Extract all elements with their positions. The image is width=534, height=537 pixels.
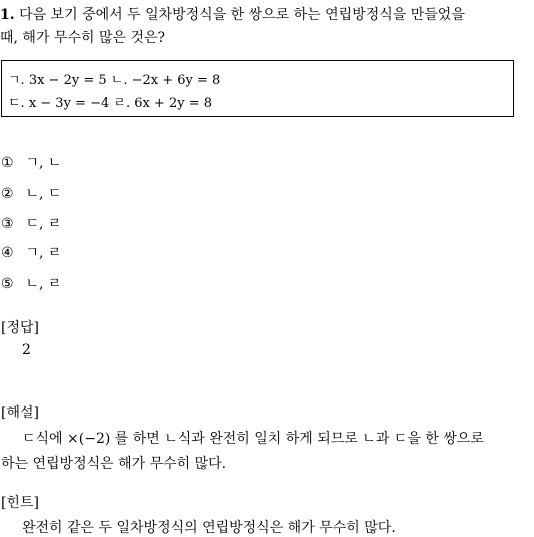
choice-mark: ③ <box>1 216 14 232</box>
choice-mark: ② <box>1 186 14 202</box>
question-text-1: 다음 보기 중에서 두 일차방정식을 한 쌍으로 하는 연립방정식을 만들었을 <box>19 7 465 23</box>
hint-line-1: 완전히 같은 두 일차방정식의 연립방정식은 해가 무수히 많다. <box>22 520 396 536</box>
options-box <box>1 60 514 117</box>
choice-text: ㄴ, ㄹ <box>25 276 62 292</box>
choice-2[interactable] <box>1 183 61 203</box>
box-row-2: ㄷ. x − 3y = −4 ㄹ. 6x + 2y = 8 <box>8 96 213 111</box>
answer-value: 2 <box>22 342 31 358</box>
answer-label: [정답] <box>1 320 39 336</box>
choice-3[interactable] <box>1 213 61 233</box>
choice-text: ㄱ, ㄹ <box>25 245 62 261</box>
choice-mark: ⑤ <box>1 276 14 292</box>
question-number: 1. <box>0 7 15 23</box>
choice-text: ㄷ, ㄹ <box>25 216 62 232</box>
choice-mark: ④ <box>1 245 14 261</box>
explanation-line-1: ㄷ식에 ×(−2) 를 하면 ㄴ식과 완전히 일치 하게 되므로 ㄴ과 ㄷ을 한 쌍으로 <box>22 431 484 447</box>
box-row-1: ㄱ. 3x − 2y = 5 ㄴ. −2x + 6y = 8 <box>8 73 221 88</box>
explanation-line-2: 하는 연립방정식은 해가 무수히 많다. <box>1 456 227 472</box>
question-line-1 <box>0 4 465 24</box>
choice-text: ㄱ, ㄴ <box>25 155 62 171</box>
choice-1[interactable] <box>1 152 61 172</box>
choice-4[interactable] <box>1 242 61 262</box>
question-line-2: 때, 해가 무수히 많은 것은? <box>0 30 165 46</box>
choice-5[interactable] <box>1 273 61 293</box>
choice-text: ㄴ, ㄷ <box>25 186 62 202</box>
choice-mark: ① <box>1 155 14 171</box>
hint-label: [힌트] <box>1 495 39 511</box>
explanation-label: [해설] <box>1 405 39 421</box>
